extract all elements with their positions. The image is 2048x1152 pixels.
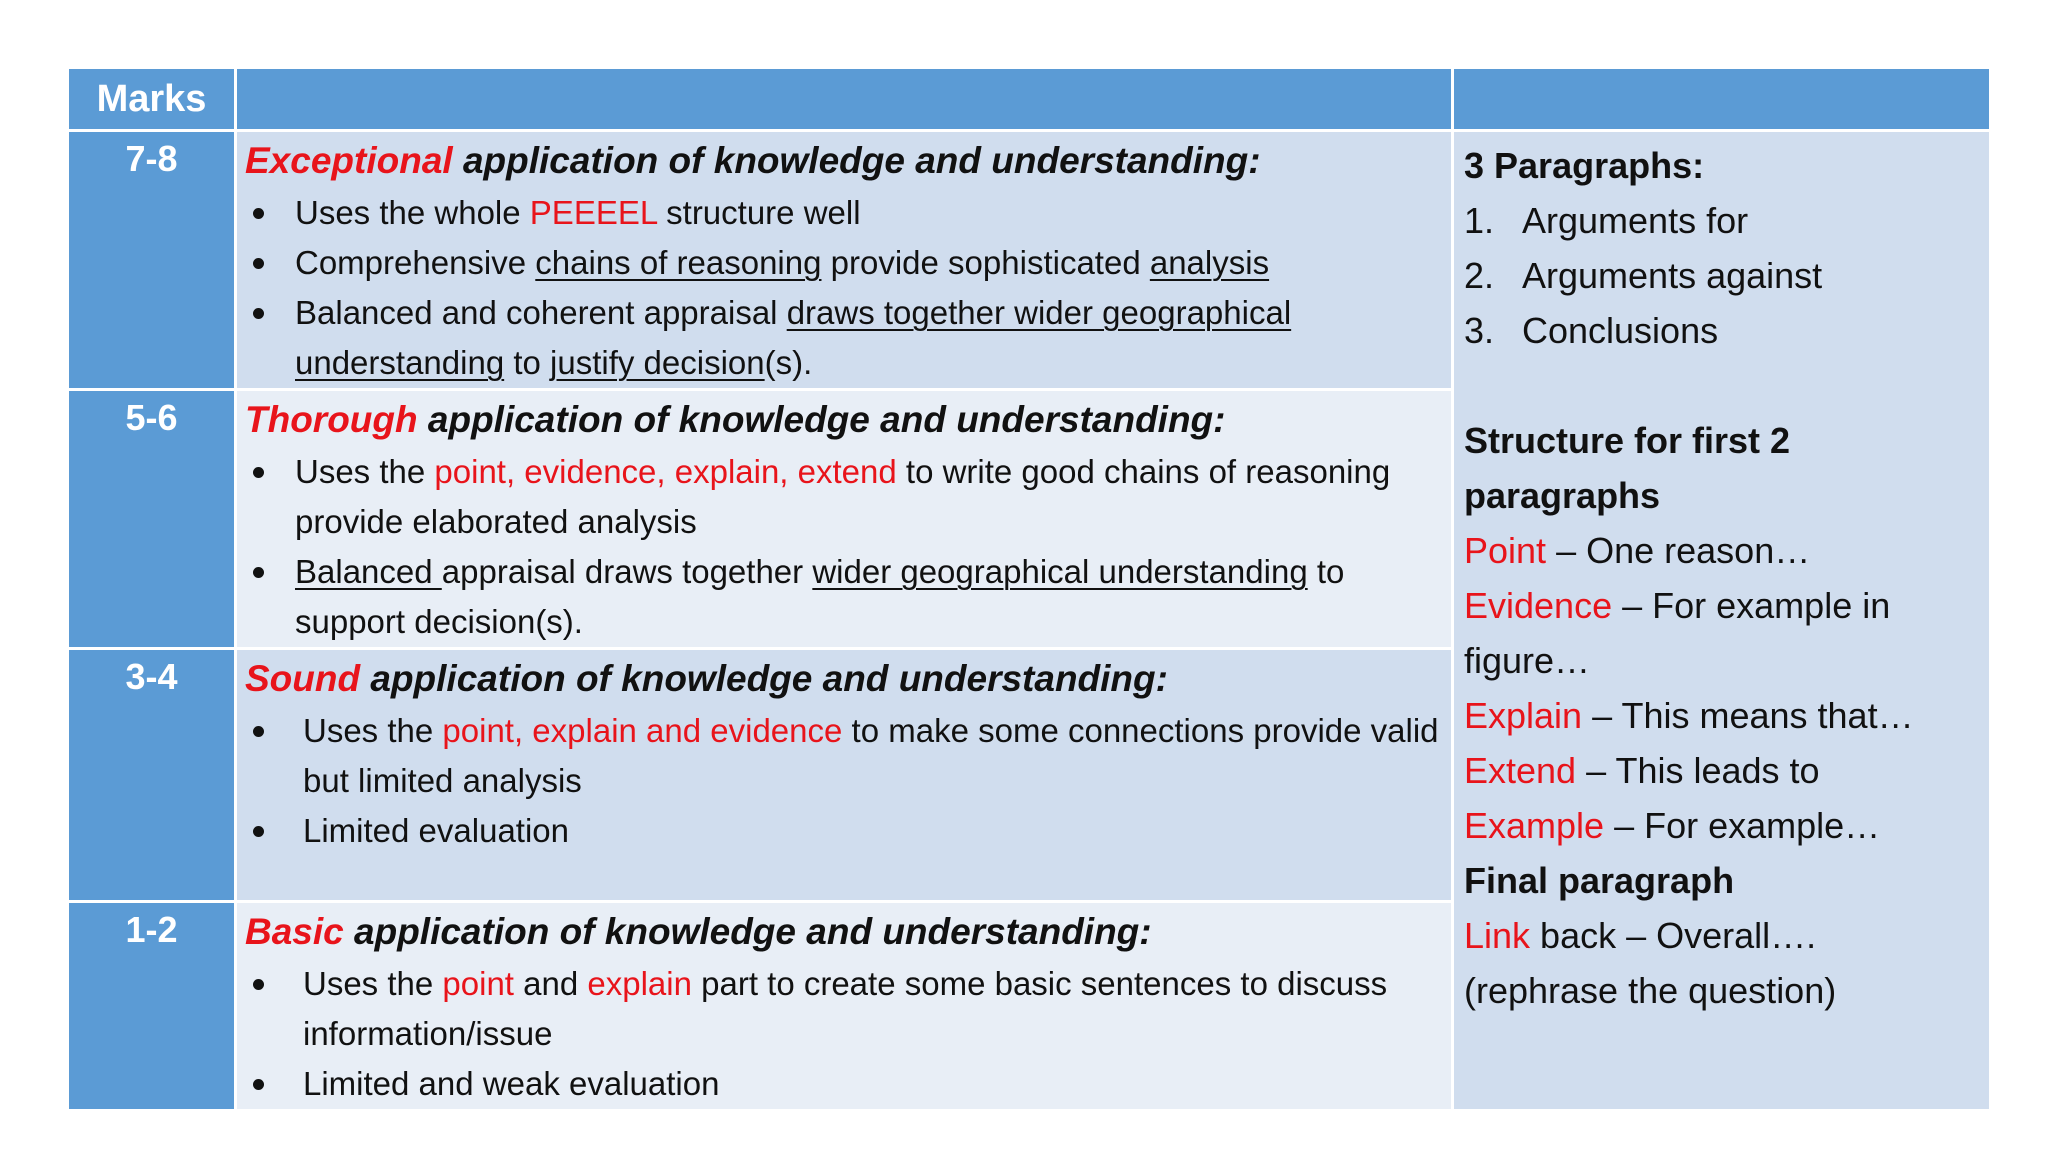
criteria-item (245, 959, 1441, 1059)
marks-cell: 1-2 (69, 903, 234, 1109)
paragraph-item (1464, 193, 1979, 248)
text: provide sophisticated (821, 244, 1150, 281)
step-text: back – Overall…. (1530, 915, 1817, 956)
text: Uses the (303, 712, 443, 749)
level-word: Sound (245, 658, 361, 699)
level-heading (245, 654, 1441, 704)
text: (s). (764, 344, 813, 381)
step-key: Example (1464, 805, 1605, 846)
key-term: point (442, 965, 514, 1002)
level-heading-text: application of knowledge and understanding: (360, 658, 1168, 699)
item-number: 1. (1464, 200, 1495, 241)
step-text: – For example in figure… (1464, 585, 1891, 681)
item-text: Arguments for (1522, 200, 1749, 241)
structure-title: Structure for first 2 paragraphs (1464, 420, 1791, 516)
criteria-cell (237, 650, 1451, 900)
item-text: Arguments against (1522, 255, 1823, 296)
key-term: point, evidence, explain, extend (434, 453, 897, 490)
criteria-cell (237, 132, 1451, 388)
step-key: Point (1464, 530, 1547, 571)
criteria-list (245, 706, 1441, 856)
final-note: (rephrase the question) (1464, 970, 1837, 1011)
key-term: PEEEEL (529, 194, 657, 231)
criteria-item (245, 238, 1441, 288)
step-text: – For example… (1604, 805, 1881, 846)
item-number: 2. (1464, 255, 1495, 296)
step-key: Extend (1464, 750, 1577, 791)
marks-cell: 3-4 (69, 650, 234, 900)
underlined-term: Balanced (295, 553, 442, 590)
step-key: Explain (1464, 695, 1583, 736)
level-word: Basic (245, 911, 344, 952)
underlined-term: wider geographical understanding (812, 553, 1308, 590)
mark-scheme-table (66, 66, 1992, 1112)
text: structure well (656, 194, 861, 231)
criteria-list (245, 959, 1441, 1109)
criteria-list (245, 447, 1441, 647)
text: Uses the (295, 453, 435, 490)
underlined-term: chains of reasoning (535, 244, 822, 281)
level-heading-text: application of knowledge and understanding: (343, 911, 1152, 952)
marks-header: Marks (69, 69, 234, 129)
paragraph-item (1464, 303, 1979, 358)
text: to make some connections provide valid but limited analysis (303, 712, 1439, 799)
step-key: Link (1464, 915, 1531, 956)
item-text: Conclusions (1522, 310, 1719, 351)
guidance-cell (1454, 132, 1989, 1109)
criteria-item (245, 447, 1441, 547)
step-text: – One reason… (1546, 530, 1811, 571)
text: part to create some basic sentences to discuss information/issue (303, 965, 1388, 1052)
criteria-cell (237, 391, 1451, 647)
text: to support decision(s). (295, 553, 1345, 640)
structure-step (1464, 688, 1979, 743)
criteria-item (245, 547, 1441, 647)
key-term: point, explain and evidence (442, 712, 843, 749)
level-heading (245, 395, 1441, 445)
text: to (504, 344, 551, 381)
text: appraisal draws together (441, 553, 813, 590)
header-row (69, 69, 1989, 129)
text: Comprehensive (295, 244, 536, 281)
final-step (1464, 908, 1979, 963)
structure-step (1464, 798, 1979, 853)
text: Uses the (303, 965, 443, 1002)
level-heading (245, 907, 1441, 957)
text: to write good chains of reasoning provide elaborated analysis (295, 453, 1391, 540)
step-text: – This means that… (1582, 695, 1914, 736)
structure-step (1464, 523, 1979, 578)
level-row (69, 132, 1989, 388)
level-word: Exceptional (245, 140, 453, 181)
level-heading-text: application of knowledge and understanding: (417, 399, 1226, 440)
text: Balanced and coherent appraisal (295, 294, 787, 331)
marks-cell: 7-8 (69, 132, 234, 388)
key-term: explain (587, 965, 692, 1002)
guidance-header (1454, 69, 1989, 129)
paragraphs-title: 3 Paragraphs: (1464, 145, 1705, 186)
criteria-item: Limited evaluation (245, 806, 1441, 856)
text: and (513, 965, 588, 1002)
underlined-term: draws together wider geographical understanding (295, 294, 1292, 381)
criteria-item (245, 188, 1441, 238)
final-title: Final paragraph (1464, 860, 1735, 901)
spacer (1464, 358, 1979, 413)
criteria-item (245, 288, 1441, 388)
criteria-cell (237, 903, 1451, 1109)
criteria-item: Limited and weak evaluation (245, 1059, 1441, 1109)
level-word: Thorough (245, 399, 418, 440)
level-heading (245, 136, 1441, 186)
underlined-term: justify decision (550, 344, 765, 381)
item-number: 3. (1464, 310, 1495, 351)
criteria-list (245, 188, 1441, 388)
level-heading-text: application of knowledge and understanding: (452, 140, 1261, 181)
text: Uses the whole (295, 194, 530, 231)
structure-step (1464, 743, 1979, 798)
marks-cell: 5-6 (69, 391, 234, 647)
step-text: – This leads to (1576, 750, 1820, 791)
underlined-term: analysis (1149, 244, 1270, 281)
paragraph-item (1464, 248, 1979, 303)
structure-step (1464, 578, 1979, 688)
criteria-item (245, 706, 1441, 806)
criteria-header (237, 69, 1451, 129)
paragraphs-list (1464, 193, 1979, 358)
step-key: Evidence (1464, 585, 1613, 626)
